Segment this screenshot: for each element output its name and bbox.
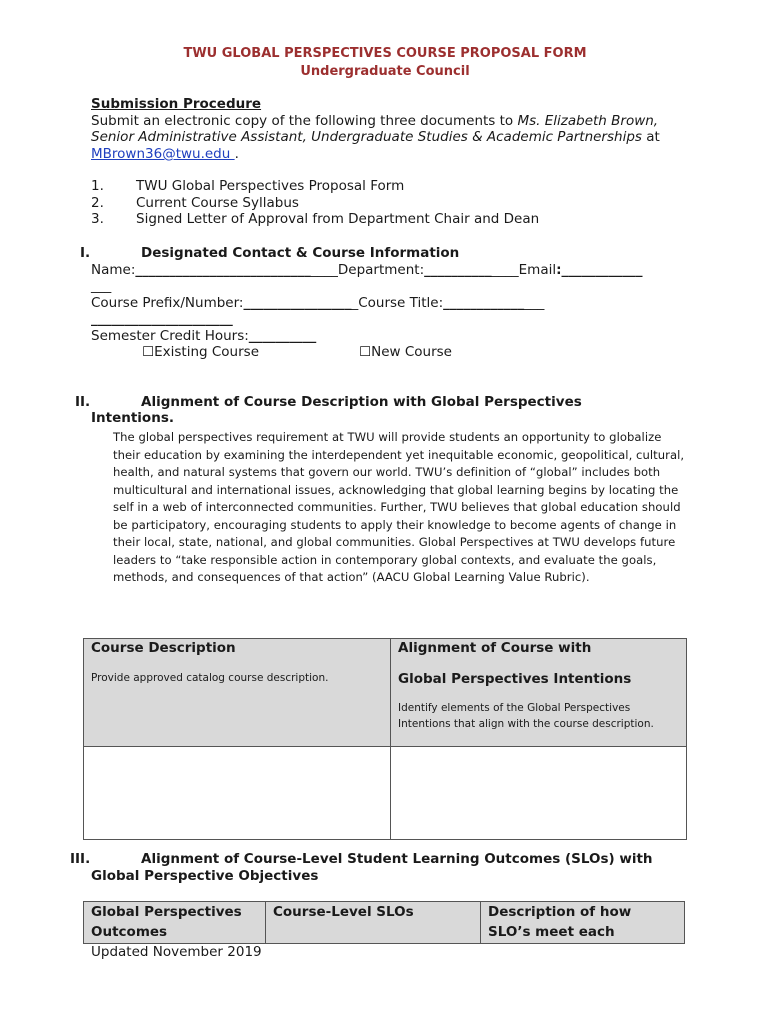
- course-description-input-cell[interactable]: [84, 747, 391, 840]
- course-description-table: [83, 638, 687, 840]
- course-description-instruction: Provide approved catalog course description.: [91, 672, 329, 684]
- submission-line-2: Senior Administrative Assistant, Undergraduate Studies & Academic Partnerships at: [91, 129, 660, 145]
- section-1-heading: Designated Contact & Course Information: [141, 245, 460, 261]
- course-description-header-cell: [84, 639, 391, 747]
- form-title: TWU GLOBAL PERSPECTIVES COURSE PROPOSAL FORM: [183, 46, 587, 61]
- slo-col-3-header: Description of how SLO’s meet each: [481, 902, 685, 944]
- contact-line-2: Course Prefix/Number:_________________Course Title:_______________: [91, 295, 545, 311]
- section-2-numeral: II.: [75, 394, 91, 410]
- section-3-heading-cont: Global Perspective Objectives: [91, 868, 319, 884]
- new-course-checkbox[interactable]: ☐New Course: [359, 344, 452, 360]
- section-1-numeral: I.: [80, 245, 91, 261]
- contact-line-1: Name:______________________________Department:______________Email:____________: [91, 262, 643, 278]
- course-title-field[interactable]: ____________: [443, 295, 525, 311]
- alignment-heading-line-2: Global Perspectives Intentions: [398, 671, 632, 687]
- existing-course-checkbox[interactable]: ☐Existing Course: [142, 344, 259, 360]
- course-description-heading: Course Description: [91, 640, 236, 656]
- section-3-heading: Alignment of Course-Level Student Learning Outcomes (SLOs) with: [141, 851, 653, 867]
- alignment-header-cell: [391, 639, 687, 747]
- email-field-wrap: ___: [91, 278, 112, 294]
- alignment-instruction: Identify elements of the Global Perspectives Intentions that align with the course description.: [398, 702, 654, 730]
- list-item: 2.: [91, 195, 104, 211]
- name-field[interactable]: __________________________: [135, 262, 311, 278]
- department-field[interactable]: __________: [424, 262, 492, 278]
- course-prefix-field[interactable]: ________________: [243, 295, 352, 311]
- email-link[interactable]: MBrown36@twu.edu: [91, 146, 235, 162]
- list-item-text: Current Course Syllabus: [136, 195, 299, 211]
- contact-line-3: Semester Credit Hours:__________: [91, 328, 317, 344]
- course-title-field-wrap: _____________________: [91, 311, 233, 327]
- credit-hours-field[interactable]: __________: [248, 328, 317, 344]
- slo-table: [83, 901, 685, 944]
- list-item-text: Signed Letter of Approval from Department Chair and Dean: [136, 211, 540, 227]
- submission-line-1: Submit an electronic copy of the following three documents to Ms. Elizabeth Brown,: [91, 113, 659, 129]
- list-item-text: TWU Global Perspectives Proposal Form: [136, 178, 405, 194]
- submission-heading: Submission Procedure: [91, 96, 262, 112]
- section-2-heading-cont: Intentions.: [91, 410, 174, 426]
- submission-line-3: MBrown36@twu.edu .: [91, 146, 239, 162]
- slo-col-2-header: Course-Level SLOs: [266, 902, 481, 944]
- alignment-input-cell[interactable]: [391, 747, 687, 840]
- form-subtitle: Undergraduate Council: [300, 64, 470, 79]
- list-item: 3.: [91, 211, 104, 227]
- email-field[interactable]: ____________: [561, 262, 643, 278]
- footer-updated: Updated November 2019: [91, 944, 262, 960]
- alignment-heading-line-1: Alignment of Course with: [398, 640, 592, 656]
- slo-col-1-header: Global Perspectives Outcomes: [84, 902, 266, 944]
- list-item: 1.: [91, 178, 104, 194]
- section-2-heading: Alignment of Course Description with Global Perspectives: [141, 394, 582, 410]
- section-3-numeral: III.: [70, 851, 91, 867]
- global-perspectives-paragraph: The global perspectives requirement at TWU will provide students an opportunity to globalize their education by examining the interdependent yet inequitable economic, geopolitical, cultural, health, and natural systems that govern our world. TWU’s definition of “global” includes both multicultural and international issues, acknowledging that global learning begins by locating the self in a web of interconnected communities. Further, TWU believes that global education should be participatory, encouraging students to apply their knowledge to become agents of change in their local, state, national, and global communities. Global Perspectives at TWU develops future leaders to “take responsible action in contemporary global contexts, and evaluate the goals, methods, and consequences of that action” (AACU Global Learning Value Rubric).: [113, 430, 685, 584]
